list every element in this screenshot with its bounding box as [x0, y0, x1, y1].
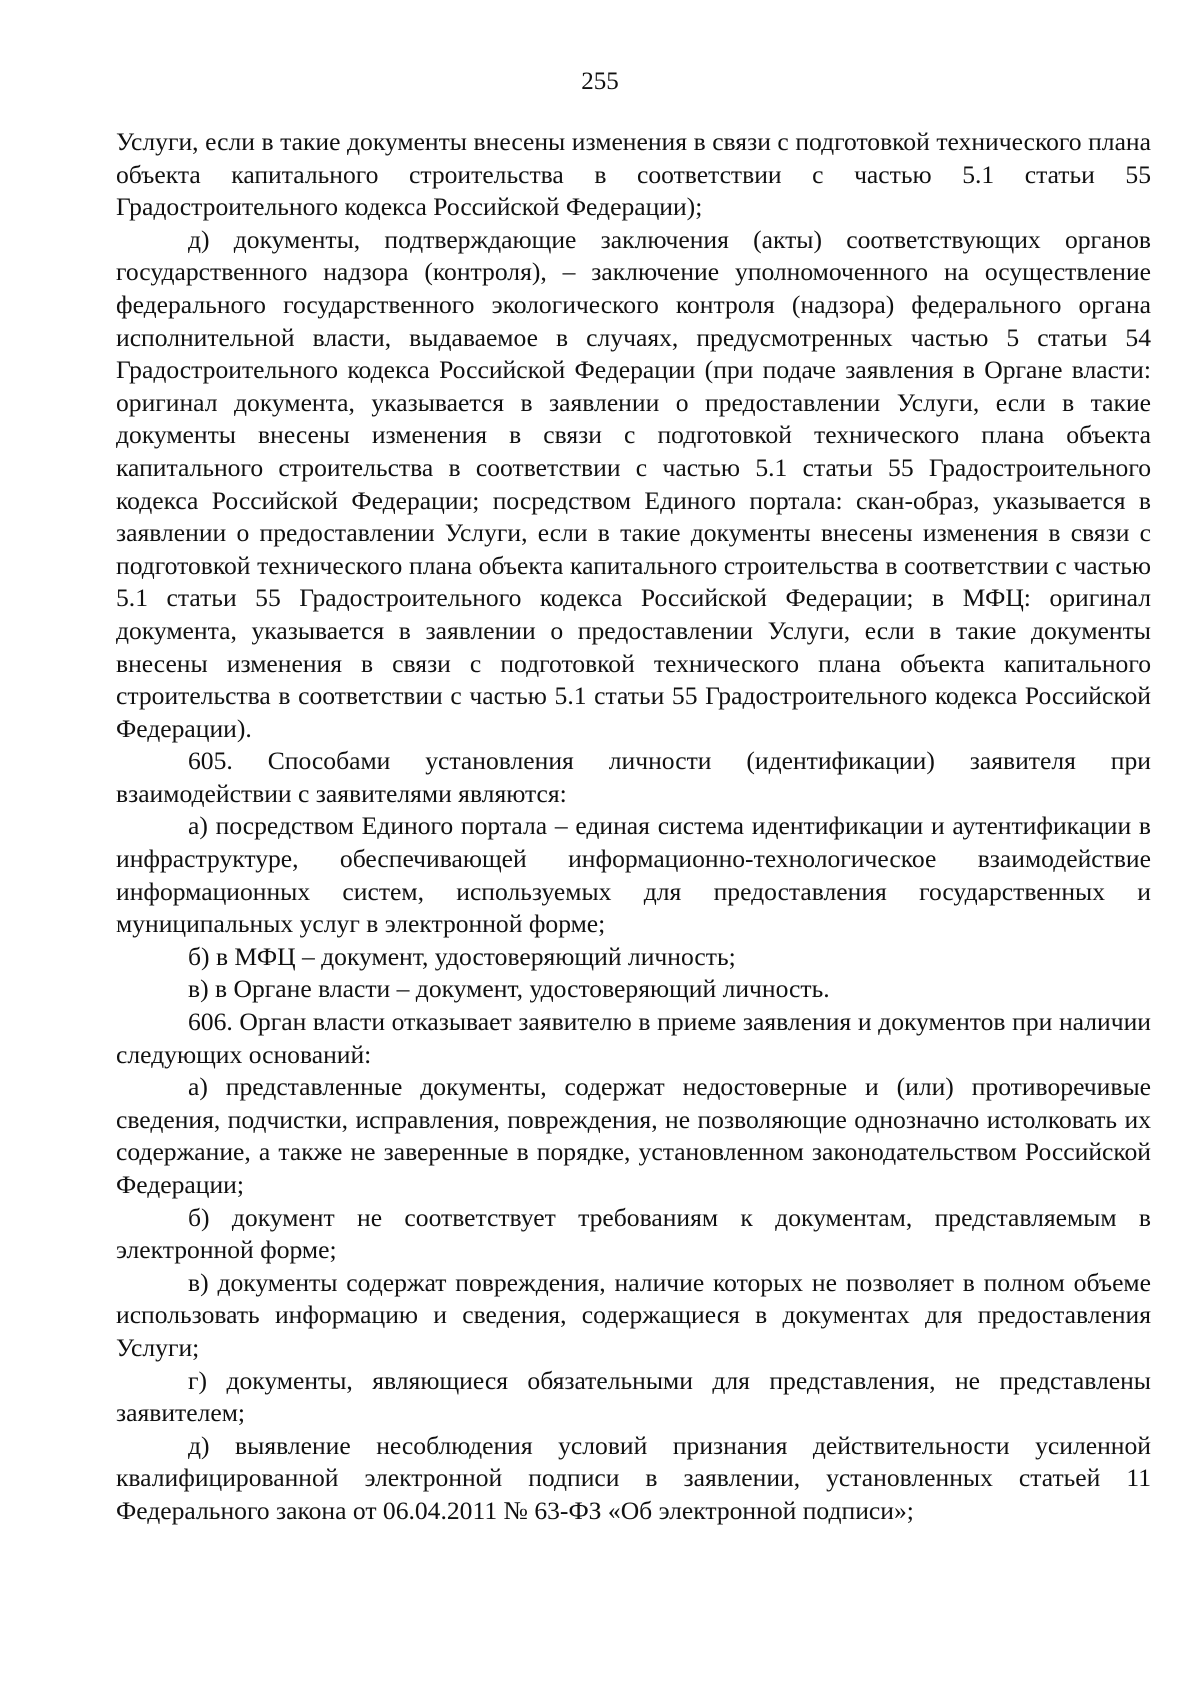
paragraph-item-d-conclusions: д) документы, подтверждающие заключения (акты) соответствующих органов государственного надзора (контроля), – заключение уполномоченного на осуществление федерального государственного экологического контроля (надзора) федерального органа исполнительной власти, выдаваемое в случаях, предусмотренных частью 5 статьи 54 Градостроительного кодекса Российской Федерации (при подаче заявления в Органе власти: оригинал документа, указывается в заявлении о предоставлении Услуги, если в такие документы внесены изменения в связи с подготовкой технического плана объекта капитального строительства в соответствии с частью 5.1 статьи 55 Градостроительного кодекса Российской Федерации; посредством Единого портала: скан-образ, указывается в заявлении о предоставлении Услуги, если в такие документы внесены изменения в связи с подготовкой технического плана объекта капитального строительства в соответствии с частью 5.1 статьи 55 Градостроительного кодекса Российской Федерации; в МФЦ: оригинал документа, указывается в заявлении о предоставлении Услуги, если в такие документы внесены изменения в связи с подготовкой технического плана объекта капитального строительства в соответствии с частью 5.1 статьи 55 Градостроительного кодекса Российской Федерации).: [116, 224, 1151, 743]
paragraph-continuation: Услуги, если в такие документы внесены изменения в связи с подготовкой технического плана объекта капитального строительства в соответствии с частью 5.1 статьи 55 Градостроительного кодекса Российской Федерации);: [116, 127, 1151, 222]
paragraph-606-g: г) документы, являющиеся обязательными для представления, не представлены заявителем;: [116, 1365, 1151, 1428]
paragraph-606-b: б) документ не соответствует требованиям к документам, представляемым в электронной форме;: [116, 1202, 1151, 1265]
paragraph-606: 606. Орган власти отказывает заявителю в приеме заявления и документов при наличии следующих оснований:: [116, 1007, 1151, 1069]
paragraph-605: 605. Способами установления личности (идентификации) заявителя при взаимодействии с заявителями являются:: [116, 746, 1151, 808]
paragraph-605-v: в) в Органе власти – документ, удостоверяющий личность.: [188, 974, 830, 1004]
document-body: [116, 126, 1151, 1528]
page-number: 255: [581, 68, 619, 95]
paragraph-605-b: б) в МФЦ – документ, удостоверяющий личность;: [188, 941, 736, 971]
paragraph-606-a: а) представленные документы, содержат недостоверные и (или) противоречивые сведения, подчистки, исправления, повреждения, не позволяющие однозначно истолковать их содержание, а также не заверенные в порядке, установленном законодательством Российской Федерации;: [116, 1072, 1151, 1199]
paragraph-606-d: д) выявление несоблюдения условий признания действительности усиленной квалифицированной электронной подписи в заявлении, установленных статьей 11 Федерального закона от 06.04.2011 № 63-ФЗ «Об электронной подписи»;: [116, 1430, 1151, 1525]
paragraph-606-v: в) документы содержат повреждения, наличие которых не позволяет в полном объеме использовать информацию и сведения, содержащиеся в документах для предоставления Услуги;: [116, 1267, 1151, 1362]
paragraph-605-a: а) посредством Единого портала – единая система идентификации и аутентификации в инфраструктуре, обеспечивающей информационно-технологическое взаимодействие информационных систем, используемых для предоставления государственных и муниципальных услуг в электронной форме;: [116, 811, 1151, 939]
